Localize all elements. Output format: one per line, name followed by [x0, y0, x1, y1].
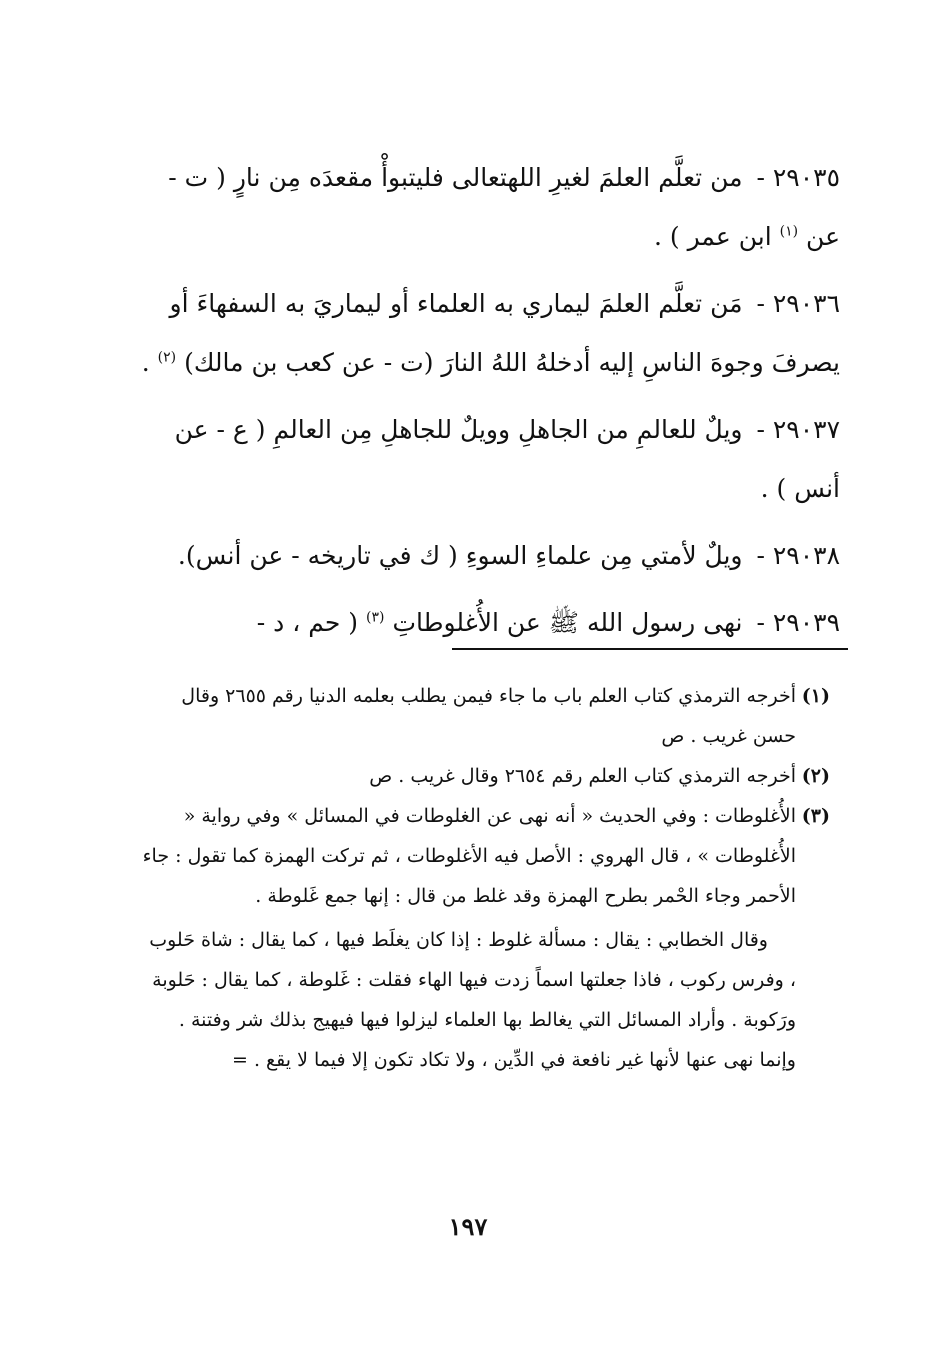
hadith-29038 [130, 526, 840, 585]
footnote-number: (٣) [801, 805, 830, 827]
footnote-divider [452, 648, 848, 650]
footnote-body [140, 796, 796, 1080]
hadith-text: ويلٌ للعالمِ من الجاهلِ وويلٌ للجاهلِ مِن العالمِ [273, 415, 743, 444]
footnote-body [140, 676, 796, 756]
footnote-2 [140, 756, 830, 796]
footnote-marker[interactable]: (١) [779, 223, 799, 240]
footnote-body [140, 756, 796, 796]
footnote-marker[interactable]: (٣) [366, 609, 385, 626]
footnote-3 [140, 796, 830, 1080]
hadith-reference: (ت - عن كعب بن مالك) [184, 348, 434, 377]
hadith-number: ٢٩٠٣٨ - [756, 541, 840, 570]
hadith-number: ٢٩٠٣٥ - [756, 163, 840, 192]
hadith-reference-end: . [141, 348, 150, 377]
hadith-text: من تعلَّم العلمَ لغيرِ اللهتعالى فليتبوأْ مقعدَه مِن نارٍ [233, 163, 743, 192]
hadith-list [130, 148, 840, 660]
hadith-reference: ( ك في تاريخه - عن أنس). [177, 541, 458, 570]
footnote-number: (١) [801, 685, 830, 707]
hadith-text: نهى رسول الله ﷺ عن الأُغلوطاتِ [392, 608, 743, 637]
hadith-number: ٢٩٠٣٧ - [756, 415, 840, 444]
hadith-text: مَن تعلَّم العلمَ ليماري به العلماء أو ليماريَ به السفهاءَ أو يصرفَ وجوهَ الناسِ إليه أدخلهُ اللهُ النارَ [169, 289, 840, 377]
footnote-text: الأُغلوطات : وفي الحديث « أنه نهى عن الغلوطات في المسائل » وفي رواية « الأُغلوطات » ، قال الهروي : الأصل فيه الأغلوطات ، ثم تركت الهمزة كما تقول : جاء الأحمر وجاء الحْمر بطرح الهمزة وقد غلط من قال : إنها جمع غَلوطة . [142, 805, 796, 907]
footnote-marker[interactable]: (٢) [157, 349, 177, 366]
hadith-reference-end: ابن عمر ) . [654, 222, 772, 251]
page-number: ١٩٧ [448, 1212, 488, 1241]
footnote-text: أخرجه الترمذي كتاب العلم رقم ٢٦٥٤ وقال غريب . ص [369, 765, 796, 787]
footnote-text: أخرجه الترمذي كتاب العلم باب ما جاء فيمن يطلب بعلمه الدنيا رقم ٢٦٥٥ وقال حسن غريب . ص [181, 685, 796, 747]
hadith-29035 [130, 148, 840, 266]
footnote-1 [140, 676, 830, 756]
hadith-29037 [130, 400, 840, 518]
hadith-number: ٢٩٠٣٩ - [756, 608, 840, 637]
hadith-reference: ( ت - عن [168, 163, 840, 251]
hadith-number: ٢٩٠٣٦ - [756, 289, 840, 318]
footnote-number: (٢) [801, 765, 830, 787]
hadith-29036 [130, 274, 840, 392]
hadith-29039 [130, 593, 840, 652]
footnotes [140, 676, 830, 1080]
hadith-text: ويلٌ لأمتي مِن علماءِ السوءِ [465, 541, 743, 570]
hadith-reference-end: ( حم ، د - [256, 608, 359, 637]
hadith-reference: ( ع - عن أنس ) . [174, 415, 840, 503]
footnote-text-continued: وقال الخطابي : يقال : مسألة غلوط : إذا كان يغلَط فيها ، كما يقال : شاة حَلوب ، وفرس ركوب ، فاذا جعلتها اسماً زدت فيها الهاء فقلت : غَلوطة ، كما يقال : حَلوبة ورَكوبة . وأراد المسائل التي يغالط بها العلماء ليزلوا فيها فيهيج بذلك شر وفتنة . وإنما نهى عنها لأنها غير نافعة في الدِّين ، ولا تكاد تكون إلا فيما لا يقع . = [149, 929, 796, 1071]
